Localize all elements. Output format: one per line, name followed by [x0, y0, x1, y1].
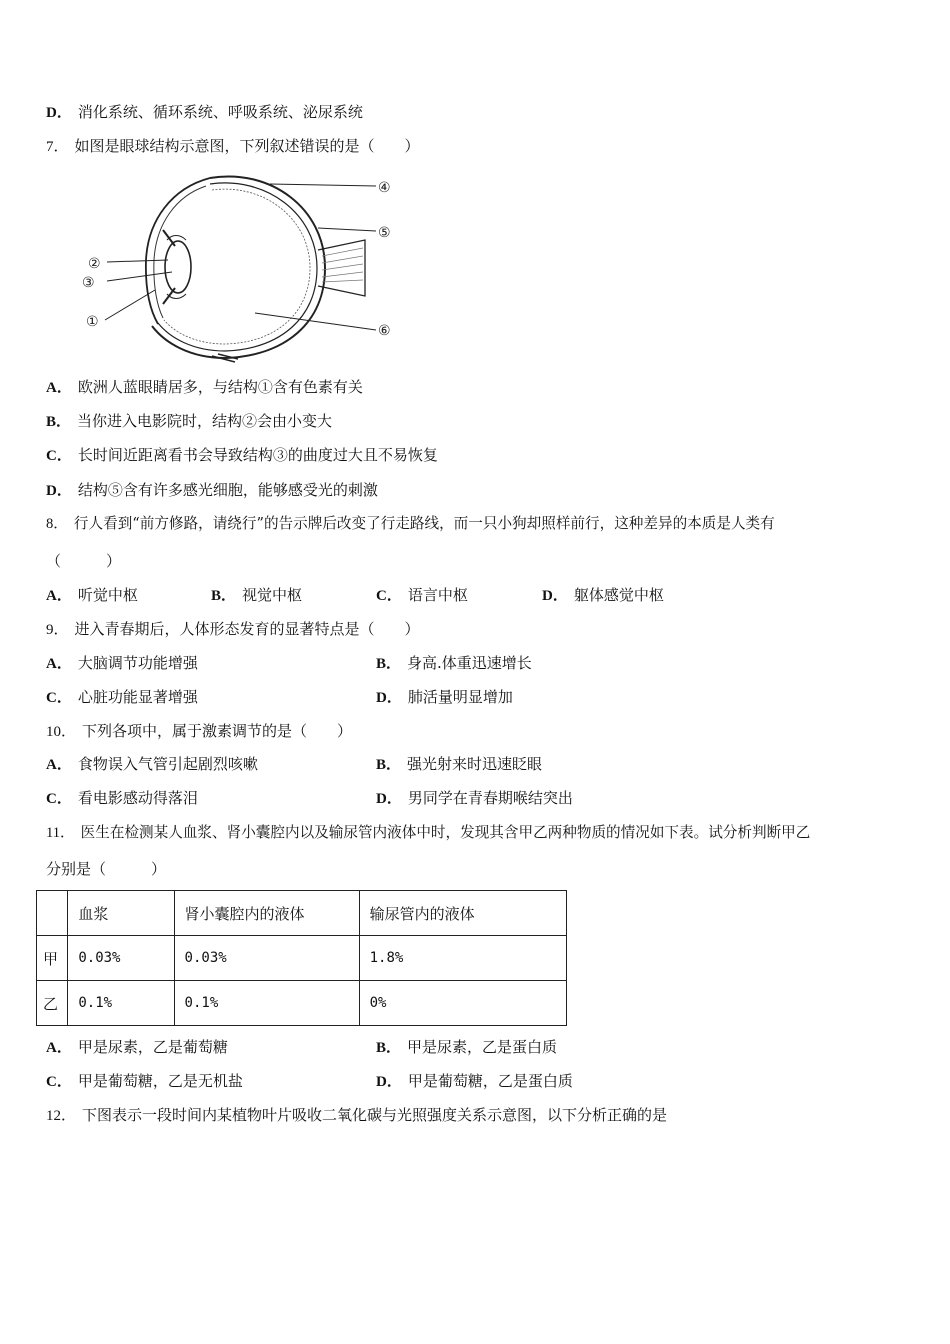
answer-blank: （ ）: [46, 552, 122, 570]
question-text: 行人看到“前方修路，请绕行”的告示牌后改变了行走路线，而一只小狗却照样前行，这种差异的本质是人类有: [73, 515, 775, 532]
eye-structure-diagram: [60, 168, 410, 368]
option-letter: D．: [46, 483, 72, 499]
question-text: 下列各项中，属于激素调节的是（ ）: [82, 722, 353, 740]
q8-option-d: [542, 585, 664, 606]
q11-stem-cont: [46, 859, 166, 879]
q10-stem: [46, 721, 352, 742]
option-text: 甲是尿素，乙是葡萄糖: [77, 1038, 228, 1056]
option-letter: A．: [46, 588, 72, 604]
option-text: 心脏功能显著增强: [77, 688, 198, 706]
option-letter: C．: [46, 690, 72, 706]
option-letter: B．: [376, 656, 402, 672]
eye-choroid-outline: [158, 183, 317, 351]
option-text: 甲是葡萄糖，乙是蛋白质: [407, 1072, 573, 1090]
q10-option-d: [376, 788, 573, 809]
option-text: 听觉中枢: [77, 586, 138, 604]
question-text: 下图表示一段时间内某植物叶片吸收二氧化碳与光照强度关系示意图，以下分析正确的是: [82, 1106, 668, 1124]
q7-stem: [46, 136, 420, 157]
option-text: 身高.体重迅速增长: [407, 654, 532, 672]
question-text: 进入青春期后，人体形态发育的显著特点是（ ）: [74, 620, 420, 638]
q9-option-a: [46, 653, 198, 674]
option-letter: D．: [46, 105, 72, 121]
q9-stem: [46, 619, 420, 640]
option-letter: A．: [46, 380, 72, 396]
label-1: ①: [86, 314, 99, 330]
option-text: 躯体感觉中枢: [573, 586, 664, 604]
q11-stem: [46, 823, 810, 843]
table-row: [37, 981, 567, 1026]
question-number: 10．: [46, 724, 77, 740]
option-text: 甲是葡萄糖，乙是无机盐: [77, 1072, 243, 1090]
table-header-cell: [37, 891, 68, 936]
option-letter: D．: [376, 791, 402, 807]
q11-option-d: [376, 1071, 573, 1092]
table-header-cell: 血浆: [68, 891, 174, 936]
table-cell: 0%: [359, 981, 566, 1026]
option-letter: C．: [46, 791, 72, 807]
table-header-cell: 输尿管内的液体: [359, 891, 566, 936]
table-cell: 1.8%: [359, 936, 566, 981]
label-2: ②: [88, 256, 101, 272]
option-text: 大脑调节功能增强: [77, 654, 198, 672]
option-text: 当你进入电影院时，结构②会由小变大: [77, 412, 333, 430]
option-text: 消化系统、循环系统、呼吸系统、泌尿系统: [77, 103, 363, 121]
option-text: 结构⑤含有许多感光细胞，能够感受光的刺激: [77, 481, 378, 499]
label-3: ③: [82, 275, 95, 291]
option-letter: A．: [46, 656, 72, 672]
option-letter: B．: [376, 1040, 402, 1056]
question-number: 8．: [46, 516, 68, 532]
option-letter: C．: [46, 448, 72, 464]
q10-option-a: [46, 754, 258, 775]
option-text: 甲是尿素，乙是蛋白质: [407, 1038, 558, 1056]
option-text: 欧洲人蓝眼睛居多，与结构①含有色素有关: [77, 378, 363, 396]
q11-option-a: [46, 1037, 228, 1058]
q10-option-b: [376, 754, 542, 775]
option-text: 视觉中枢: [242, 586, 303, 604]
q8-stem: [46, 514, 775, 534]
question-text: 如图是眼球结构示意图，下列叙述错误的是（ ）: [74, 137, 420, 155]
q11-data-table: [36, 890, 567, 1026]
option-letter: C．: [46, 1074, 72, 1090]
q9-option-b: [376, 653, 532, 674]
option-letter: D．: [376, 690, 402, 706]
q8-option-b: [211, 585, 302, 606]
table-cell: 0.03%: [174, 936, 359, 981]
option-letter: B．: [376, 757, 402, 773]
table-cell: 0.1%: [174, 981, 359, 1026]
question-number: 7．: [46, 139, 69, 155]
table-cell: 0.1%: [68, 981, 174, 1026]
option-letter: D．: [376, 1074, 402, 1090]
option-letter: C．: [376, 588, 402, 604]
table-cell: 0.03%: [68, 936, 174, 981]
option-text: 强光射来时迅速眨眼: [407, 755, 543, 773]
option-text: 肺活量明显增加: [407, 688, 513, 706]
option-text: 长时间近距离看书会导致结构③的曲度过大且不易恢复: [77, 446, 438, 464]
table-cell: 乙: [37, 981, 68, 1026]
option-letter: B．: [46, 414, 72, 430]
q7-option-c: [46, 445, 438, 466]
question-number: 9．: [46, 622, 69, 638]
option-text: 语言中枢: [407, 586, 468, 604]
option-letter: D．: [542, 588, 568, 604]
q11-option-c: [46, 1071, 243, 1092]
table-header-cell: 肾小囊腔内的液体: [174, 891, 359, 936]
q9-option-c: [46, 687, 198, 708]
option-text: 食物误入气管引起剧烈咳嗽: [77, 755, 258, 773]
table-row: [37, 936, 567, 981]
question-number: 11．: [46, 825, 75, 841]
q8-option-c: [376, 585, 468, 606]
eye-retina-outline: [164, 189, 310, 344]
label-6: ⑥: [378, 323, 391, 339]
question-number: 12．: [46, 1108, 77, 1124]
label-4: ④: [378, 180, 391, 196]
q10-option-c: [46, 788, 198, 809]
q7-option-d: [46, 480, 378, 501]
option-letter: B．: [211, 588, 237, 604]
table-header-row: [37, 891, 567, 936]
question-text-cont: 分别是（ ）: [46, 860, 167, 878]
question-text: 医生在检测某人血浆、肾小囊腔内以及输尿管内液体中时，发现其含甲乙两种物质的情况如下表。试分析判断甲乙: [80, 824, 811, 841]
q9-option-d: [376, 687, 513, 708]
q8-option-a: [46, 585, 138, 606]
q8-stem-cont: [46, 551, 121, 571]
q6-option-d: [46, 102, 363, 123]
q12-stem: [46, 1105, 667, 1126]
option-letter: A．: [46, 757, 72, 773]
option-text: 男同学在青春期喉结突出: [407, 789, 573, 807]
q11-option-b: [376, 1037, 557, 1058]
eye-cornea: [146, 178, 210, 324]
table-cell: 甲: [37, 936, 68, 981]
eye-lens: [165, 241, 191, 293]
option-text: 看电影感动得落泪: [77, 789, 198, 807]
q7-option-b: [46, 411, 332, 432]
label-5: ⑤: [378, 225, 391, 241]
q7-option-a: [46, 377, 363, 398]
option-letter: A．: [46, 1040, 72, 1056]
